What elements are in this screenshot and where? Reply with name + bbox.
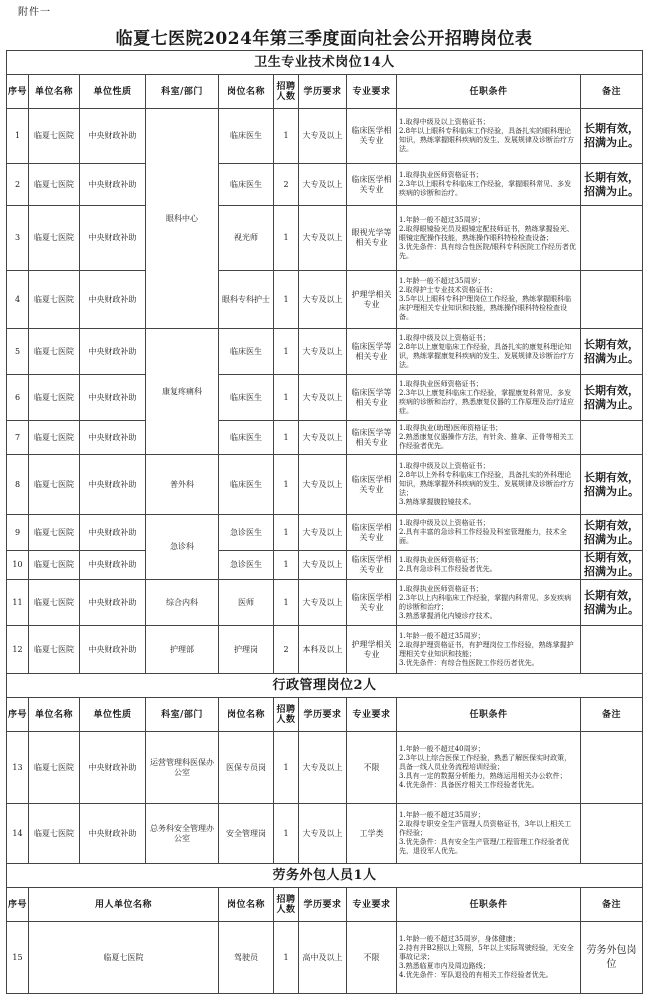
header-cell: 招聘人数 — [274, 888, 299, 922]
table-row — [7, 580, 643, 626]
edu-cell: 高中及以上 — [299, 922, 347, 994]
nature-cell: 中央财政补助 — [80, 732, 146, 804]
row-number: 14 — [7, 804, 29, 864]
header-cell: 科室/部门 — [146, 698, 219, 732]
table-row — [7, 626, 643, 674]
post-cell: 医保专员岗 — [219, 732, 274, 804]
header-cell: 专业要求 — [347, 75, 397, 109]
count-cell: 1 — [274, 922, 299, 994]
dept-cell: 普外科 — [146, 455, 219, 515]
major-cell: 护理学相关专业 — [347, 271, 397, 329]
requirement-line: 1.取得执业医师资格证书； — [399, 556, 483, 564]
post-cell: 视光师 — [219, 206, 274, 271]
post-cell: 临床医生 — [219, 455, 274, 515]
requirement-line: 2.熟悉康复仪器操作方法，有针灸、推拿、正骨等相关工作经验者优先。 — [399, 433, 574, 450]
major-cell: 临床医学等相关专业 — [347, 421, 397, 455]
note-cell: 长期有效，招满为止。 — [581, 375, 643, 421]
table-row — [7, 551, 643, 580]
requirements-cell — [397, 804, 581, 864]
requirement-line: 1.年龄一般不超过35周岁； — [399, 811, 485, 819]
count-cell: 1 — [274, 515, 299, 551]
row-number: 2 — [7, 164, 29, 206]
requirement-line: 2.3年以上眼科专科临床工作经验，掌握眼科常见、多发疾病的诊断和治疗。 — [399, 180, 572, 197]
header-cell: 备注 — [581, 75, 643, 109]
major-cell: 临床医学等相关专业 — [347, 329, 397, 375]
row-number: 12 — [7, 626, 29, 674]
post-cell: 眼科专科护士 — [219, 271, 274, 329]
count-cell: 2 — [274, 164, 299, 206]
requirements-cell — [397, 421, 581, 455]
row-number: 5 — [7, 329, 29, 375]
section-header-outsourcing — [7, 864, 643, 888]
row-number: 6 — [7, 375, 29, 421]
header-cell: 招聘人数 — [274, 75, 299, 109]
header-cell: 单位名称 — [29, 698, 80, 732]
header-cell: 序号 — [7, 698, 29, 732]
table-row — [7, 164, 643, 206]
edu-cell: 大专及以上 — [299, 329, 347, 375]
row-number: 1 — [7, 109, 29, 164]
requirement-line: 2.取得护理资格证书，有护理岗位工作经验，熟练掌握护理相关专业知识和技能； — [399, 640, 574, 658]
post-cell: 临床医生 — [219, 109, 274, 164]
requirements-cell — [397, 329, 581, 375]
header-cell: 单位名称 — [29, 75, 80, 109]
requirement-line: 4.优先条件：军队退役的有相关工作经验者优先。 — [399, 971, 553, 979]
requirement-line: 3.优先条件：有综合性医院工作经历者优先。 — [399, 658, 539, 667]
requirement-line: 2.取得护士专业技术资格证书； — [399, 286, 497, 294]
requirement-line: 1.年龄一般不超过35周岁； — [399, 631, 485, 640]
row-number: 11 — [7, 580, 29, 626]
note-cell: 长期有效，招满为止。 — [581, 164, 643, 206]
edu-cell: 大专及以上 — [299, 271, 347, 329]
count-cell: 1 — [274, 421, 299, 455]
requirement-line: 1.取得执业医师资格证书； — [399, 584, 483, 593]
major-cell: 临床医学相关专业 — [347, 515, 397, 551]
count-cell: 1 — [274, 804, 299, 864]
dept-cell: 眼科中心 — [146, 109, 219, 329]
count-cell: 1 — [274, 206, 299, 271]
requirement-line: 3.5年以上眼科专科护理岗位工作经验，熟练掌握眼科临床护理相关专业知识和技能，熟练操作眼科特检检查设备。 — [399, 295, 572, 321]
post-cell: 急诊医生 — [219, 515, 274, 551]
unit-cell: 临夏七医院 — [29, 732, 80, 804]
table-row — [7, 455, 643, 515]
dept-cell: 综合内科 — [146, 580, 219, 626]
requirements-cell — [397, 551, 581, 580]
header-cell: 岗位名称 — [219, 888, 274, 922]
header-cell: 备注 — [581, 698, 643, 732]
edu-cell: 大专及以上 — [299, 732, 347, 804]
post-cell: 临床医生 — [219, 329, 274, 375]
unit-cell: 临夏七医院 — [29, 580, 80, 626]
requirement-line: 2.8年以上康复临床工作经验，具备扎实的康复科理论知识，熟练掌握康复科疾病的发生、发展规律及诊断治疗方法。 — [399, 342, 574, 369]
edu-cell: 大专及以上 — [299, 515, 347, 551]
requirement-line: 2.取得眼镜验光员及眼镜定配技师证书，熟练掌握验光、眼镜定配操作技能，熟练操作眼科特检检查设备； — [399, 224, 574, 242]
requirement-line: 3.优先条件：具有综合性医院/眼科专科医院工作经历者优先。 — [399, 242, 577, 260]
post-cell: 护理岗 — [219, 626, 274, 674]
count-cell: 1 — [274, 271, 299, 329]
nature-cell: 中央财政补助 — [80, 164, 146, 206]
post-cell: 临床医生 — [219, 164, 274, 206]
requirements-cell — [397, 271, 581, 329]
column-header-row — [7, 698, 643, 732]
unit-cell: 临夏七医院 — [29, 109, 80, 164]
edu-cell: 大专及以上 — [299, 455, 347, 515]
count-cell: 1 — [274, 580, 299, 626]
section-title: 卫生专业技术岗位14人 — [7, 51, 643, 75]
header-cell: 专业要求 — [347, 698, 397, 732]
nature-cell: 中央财政补助 — [80, 329, 146, 375]
header-cell: 备注 — [581, 888, 643, 922]
major-cell: 临床医学相关专业 — [347, 580, 397, 626]
header-cell: 单位性质 — [80, 698, 146, 732]
dept-cell: 总务科安全管理办公室 — [146, 804, 219, 864]
major-cell: 临床医学等相关专业 — [347, 375, 397, 421]
requirements-cell — [397, 515, 581, 551]
table-row — [7, 109, 643, 164]
requirement-line: 2.8年以上外科专科临床工作经验，具备扎实的外科理论知识，熟练掌握外科疾病的发生、发展规律及诊断治疗方法； — [399, 471, 574, 497]
requirements-cell — [397, 626, 581, 674]
requirement-line: 2.持有并B2照以上驾照，5年以上实际驾驶经验，无安全事故记录； — [399, 944, 574, 961]
table-row — [7, 922, 643, 994]
nature-cell: 中央财政补助 — [80, 551, 146, 580]
nature-cell: 中央财政补助 — [80, 375, 146, 421]
unit-cell: 临夏七医院 — [29, 164, 80, 206]
note-cell — [581, 271, 643, 329]
header-cell: 学历要求 — [299, 75, 347, 109]
requirement-line: 2.3年以上综合医保工作经验，熟悉了解医保实时政策，具备一线人员业务流程培训经验； — [399, 754, 572, 771]
row-number: 4 — [7, 271, 29, 329]
note-cell: 劳务外包岗位 — [581, 922, 643, 994]
post-cell: 医师 — [219, 580, 274, 626]
row-number: 8 — [7, 455, 29, 515]
count-cell: 1 — [274, 109, 299, 164]
header-cell: 专业要求 — [347, 888, 397, 922]
dept-cell: 急诊科 — [146, 515, 219, 580]
unit-cell: 临夏七医院 — [29, 455, 80, 515]
nature-cell: 中央财政补助 — [80, 271, 146, 329]
section-header-admin — [7, 674, 643, 698]
unit-cell: 临夏七医院 — [29, 329, 80, 375]
nature-cell: 中央财政补助 — [80, 626, 146, 674]
note-cell: 长期有效，招满为止。 — [581, 580, 643, 626]
nature-cell: 中央财政补助 — [80, 109, 146, 164]
nature-cell: 中央财政补助 — [80, 515, 146, 551]
edu-cell: 大专及以上 — [299, 551, 347, 580]
unit-cell: 临夏七医院 — [29, 804, 80, 864]
edu-cell: 本科及以上 — [299, 626, 347, 674]
requirement-line: 1.取得执业(助理)医师资格证书； — [399, 424, 503, 432]
requirements-cell — [397, 375, 581, 421]
row-number: 15 — [7, 922, 29, 994]
major-cell: 不限 — [347, 922, 397, 994]
table-row — [7, 375, 643, 421]
requirements-cell — [397, 164, 581, 206]
row-number: 13 — [7, 732, 29, 804]
edu-cell: 大专及以上 — [299, 164, 347, 206]
header-cell: 岗位名称 — [219, 698, 274, 732]
header-cell: 学历要求 — [299, 888, 347, 922]
column-header-row — [7, 75, 643, 109]
post-cell: 临床医生 — [219, 375, 274, 421]
table-row — [7, 421, 643, 455]
requirements-cell — [397, 206, 581, 271]
requirement-line: 1.取得中级及以上资格证书； — [399, 462, 490, 470]
note-cell — [581, 626, 643, 674]
requirement-line: 3.具有一定的数据分析能力，熟练运用相关办公软件； — [399, 772, 567, 780]
unit-cell: 临夏七医院 — [29, 206, 80, 271]
requirement-line: 1.取得执业医师资格证书； — [399, 171, 483, 179]
dept-cell: 护理部 — [146, 626, 219, 674]
count-cell: 1 — [274, 375, 299, 421]
header-cell: 任职条件 — [397, 698, 581, 732]
note-cell: 长期有效，招满为止。 — [581, 551, 643, 580]
requirement-line: 4.优先条件：具备医疗相关工作经验者优先。 — [399, 781, 539, 789]
major-cell: 眼视光学等相关专业 — [347, 206, 397, 271]
requirement-line: 2.取得专职安全生产管理人员资格证书，3年以上相关工作经验； — [399, 820, 572, 837]
unit-cell: 临夏七医院 — [29, 626, 80, 674]
requirement-line: 3.优先条件：具有安全生产管理/工程管理工作经验者优先，退役军人优先。 — [399, 838, 570, 855]
edu-cell: 大专及以上 — [299, 375, 347, 421]
attachment-label: 附件一 — [18, 7, 51, 18]
header-cell: 序号 — [7, 75, 29, 109]
requirement-line: 1.取得中级及以上资格证书； — [399, 519, 490, 527]
requirement-line: 3.熟练掌握腹腔镜技术。 — [399, 498, 476, 506]
unit-cell: 临夏七医院 — [29, 375, 80, 421]
note-cell — [581, 206, 643, 271]
major-cell: 不限 — [347, 732, 397, 804]
header-cell: 任职条件 — [397, 888, 581, 922]
header-cell: 用人单位名称 — [29, 888, 219, 922]
unit-cell: 临夏七医院 — [29, 551, 80, 580]
dept-cell: 康复疼痛科 — [146, 329, 219, 455]
nature-cell: 中央财政补助 — [80, 455, 146, 515]
row-number: 10 — [7, 551, 29, 580]
header-cell: 招聘人数 — [274, 698, 299, 732]
table-row — [7, 804, 643, 864]
requirement-line: 2.3年以上康复科临床工作经验，掌握康复科常见、多发疾病的诊断和治疗，熟悉康复仪器的工作原理及治疗适应症。 — [399, 388, 574, 415]
note-cell: 长期有效，招满为止。 — [581, 109, 643, 164]
count-cell: 1 — [274, 732, 299, 804]
table-row — [7, 271, 643, 329]
table-row — [7, 732, 643, 804]
requirements-cell — [397, 732, 581, 804]
major-cell: 临床医学相关专业 — [347, 164, 397, 206]
post-cell: 临床医生 — [219, 421, 274, 455]
major-cell: 临床医学相关专业 — [347, 455, 397, 515]
header-cell: 科室/部门 — [146, 75, 219, 109]
header-cell: 学历要求 — [299, 698, 347, 732]
requirements-cell — [397, 580, 581, 626]
major-cell: 临床医学相关专业 — [347, 109, 397, 164]
column-header-row — [7, 888, 643, 922]
requirement-line: 1.年龄一般不超过35周岁； — [399, 277, 485, 285]
note-cell: 长期有效，招满为止。 — [581, 329, 643, 375]
header-cell: 任职条件 — [397, 75, 581, 109]
requirement-line: 2.8年以上眼科专科临床工作经验，具备扎实的眼科理论知识，熟练掌握眼科疾病的发生、发展规律及诊断治疗方法。 — [399, 127, 574, 153]
edu-cell: 大专及以上 — [299, 109, 347, 164]
nature-cell: 中央财政补助 — [80, 580, 146, 626]
requirement-line: 2.具有急诊科工作经验者优先。 — [399, 565, 497, 573]
edu-cell: 大专及以上 — [299, 206, 347, 271]
section-title: 劳务外包人员1人 — [7, 864, 643, 888]
recruitment-table — [6, 50, 643, 994]
post-cell: 安全管理岗 — [219, 804, 274, 864]
note-cell: 长期有效，招满为止。 — [581, 515, 643, 551]
requirement-line: 3.熟悉临夏市内及周边路线； — [399, 962, 490, 970]
section-header-medical — [7, 51, 643, 75]
nature-cell: 中央财政补助 — [80, 206, 146, 271]
count-cell: 1 — [274, 329, 299, 375]
requirement-line: 2.3年以上内科临床工作经验，掌握内科常见、多发疾病的诊断和治疗； — [399, 593, 572, 611]
requirements-cell — [397, 455, 581, 515]
edu-cell: 大专及以上 — [299, 421, 347, 455]
count-cell: 1 — [274, 551, 299, 580]
edu-cell: 大专及以上 — [299, 580, 347, 626]
post-cell: 急诊医生 — [219, 551, 274, 580]
note-cell — [581, 421, 643, 455]
requirement-line: 1.年龄一般不超过35周岁； — [399, 215, 485, 224]
requirement-line: 1.年龄一般不超过35周岁，身体健康； — [399, 935, 520, 943]
edu-cell: 大专及以上 — [299, 804, 347, 864]
section-title: 行政管理岗位2人 — [7, 674, 643, 698]
unit-cell: 临夏七医院 — [29, 421, 80, 455]
count-cell: 2 — [274, 626, 299, 674]
major-cell: 临床医学相关专业 — [347, 551, 397, 580]
header-cell: 岗位名称 — [219, 75, 274, 109]
requirement-line: 1.取得中级及以上资格证书； — [399, 118, 490, 126]
requirement-line: 1.取得执业医师资格证书； — [399, 379, 483, 388]
unit-cell: 临夏七医院 — [29, 515, 80, 551]
requirement-line: 2.具有丰富的急诊科工作经验及科室管理能力，技术全面。 — [399, 528, 567, 545]
table-row — [7, 329, 643, 375]
count-cell: 1 — [274, 455, 299, 515]
requirements-cell — [397, 922, 581, 994]
employer-cell: 临夏七医院 — [29, 922, 219, 994]
requirement-line: 3.熟悉掌握消化内镜诊疗技术。 — [399, 611, 497, 620]
note-cell: 长期有效，招满为止。 — [581, 455, 643, 515]
requirement-line: 1.取得中级及以上资格证书； — [399, 333, 490, 342]
row-number: 3 — [7, 206, 29, 271]
dept-cell: 运营管理科医保办公室 — [146, 732, 219, 804]
header-cell: 序号 — [7, 888, 29, 922]
nature-cell: 中央财政补助 — [80, 421, 146, 455]
table-row — [7, 206, 643, 271]
post-cell: 驾驶员 — [219, 922, 274, 994]
row-number: 9 — [7, 515, 29, 551]
header-cell: 单位性质 — [80, 75, 146, 109]
page-title: 临夏七医院2024年第三季度面向社会公开招聘岗位表 — [115, 29, 533, 49]
row-number: 7 — [7, 421, 29, 455]
requirements-cell — [397, 109, 581, 164]
major-cell: 护理学相关专业 — [347, 626, 397, 674]
unit-cell: 临夏七医院 — [29, 271, 80, 329]
note-cell — [581, 804, 643, 864]
note-cell — [581, 732, 643, 804]
table-row — [7, 515, 643, 551]
requirement-line: 1.年龄一般不超过40周岁； — [399, 745, 485, 753]
major-cell: 工学类 — [347, 804, 397, 864]
nature-cell: 中央财政补助 — [80, 804, 146, 864]
